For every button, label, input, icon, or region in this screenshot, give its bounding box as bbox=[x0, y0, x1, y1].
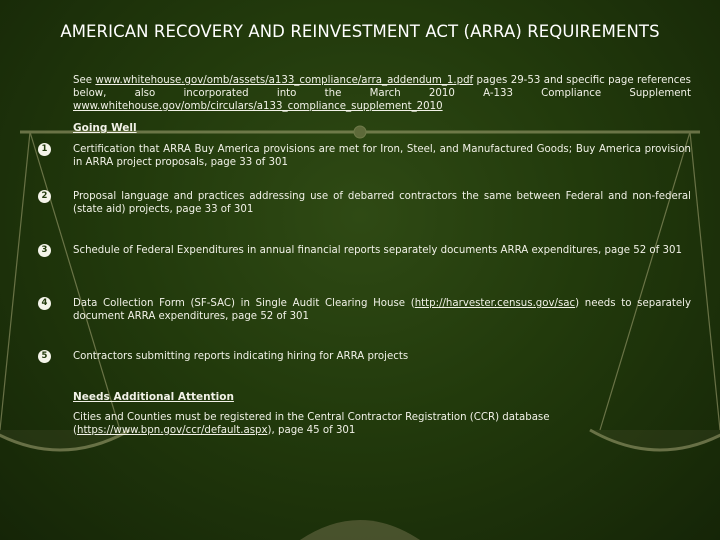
single-audit-link[interactable]: http://harvester.census.gov/sac bbox=[414, 298, 576, 309]
list-item-1: Certification that ARRA Buy America provisions are met for Iron, Steel, and Manufactured Goods; Buy America provision in ARRA project proposals, page 33 of 301 bbox=[73, 144, 691, 168]
bullet-5: 5 bbox=[38, 350, 51, 363]
needs-attention-heading: Needs Additional Attention bbox=[73, 391, 234, 403]
list-item-5: Contractors submitting reports indicating hiring for ARRA projects bbox=[73, 351, 409, 362]
going-well-heading: Going Well bbox=[73, 122, 137, 134]
list-item-4 bbox=[73, 297, 691, 323]
list-item-2: Proposal language and practices addressing use of debarred contractors the same between Federal and non-federal (state aid) projects, page 33 of 301 bbox=[73, 191, 691, 215]
intro-link-addendum[interactable]: www.whitehouse.gov/omb/assets/a133_compliance/arra_addendum_1.pdf bbox=[95, 75, 474, 86]
list-item-3: Schedule of Federal Expenditures in annual financial reports separately documents ARRA expenditures, page 52 of 301 bbox=[73, 245, 682, 256]
ccr-link[interactable]: https://www.bpn.gov/ccr/default.aspx bbox=[76, 425, 268, 436]
needs-attention-text bbox=[73, 411, 691, 437]
needs-attention-text-after: ), page 45 of 301 bbox=[267, 425, 356, 436]
list-item-4-text-after: ) needs to separately document ARRA expenditures, page 52 of 301 bbox=[73, 298, 691, 322]
bullet-1: 1 bbox=[38, 143, 51, 156]
needs-attention-text-before: Cities and Counties must be registered in the Central Contractor Registration (CCR) database ( bbox=[73, 412, 550, 436]
bullet-2: 2 bbox=[38, 190, 51, 203]
intro-paragraph bbox=[73, 74, 691, 113]
bullet-3: 3 bbox=[38, 244, 51, 257]
intro-middle-text: pages 29-53 and specific page references below, also incorporated into the March 2010 A-133 Compliance Supplement bbox=[73, 75, 691, 99]
intro-link-supplement[interactable]: www.whitehouse.gov/omb/circulars/a133_compliance_supplement_2010 bbox=[73, 101, 443, 112]
intro-prefix: See bbox=[73, 75, 96, 86]
page-title: AMERICAN RECOVERY AND REINVESTMENT ACT (ARRA) REQUIREMENTS bbox=[60, 22, 660, 41]
list-item-4-text-before: Data Collection Form (SF-SAC) in Single Audit Clearing House ( bbox=[73, 298, 415, 309]
bullet-4: 4 bbox=[38, 297, 51, 310]
